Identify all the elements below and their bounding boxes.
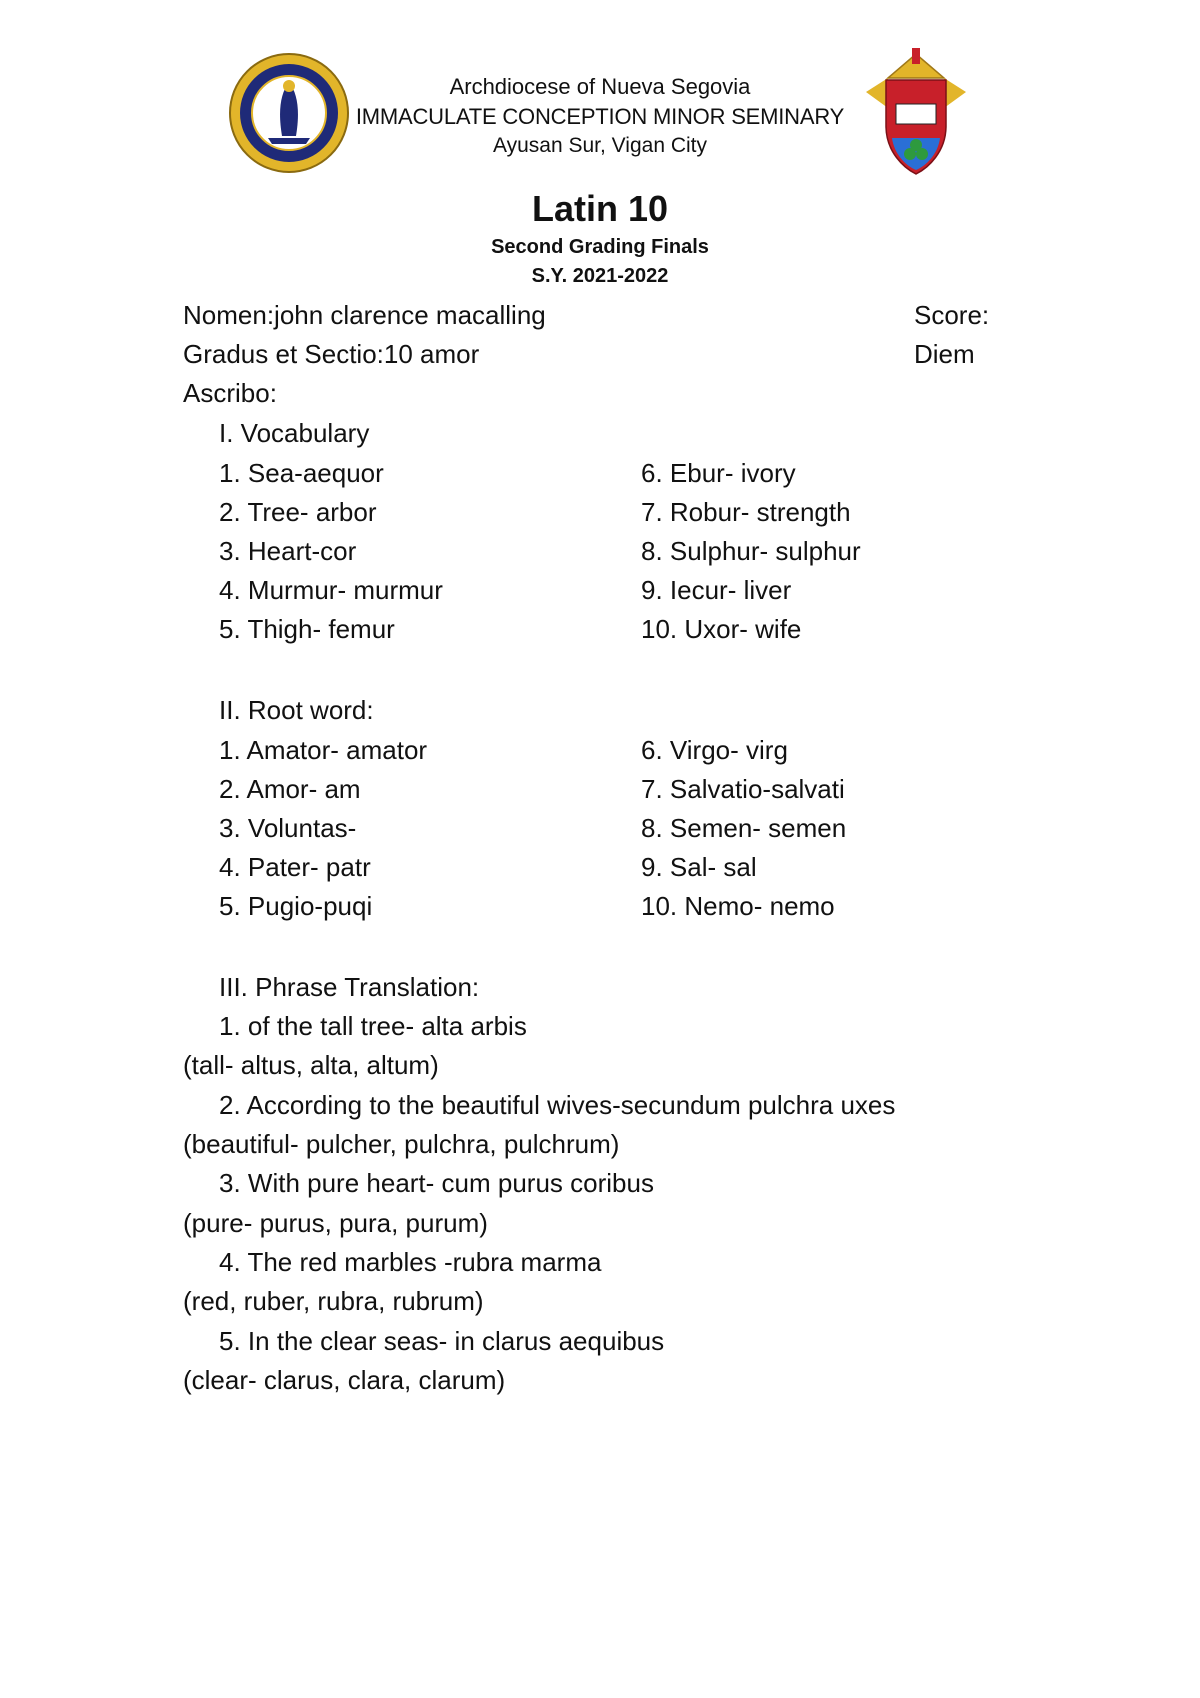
phrase-answer: 2. According to the beautiful wives-secundum pulchra uxes xyxy=(219,1090,896,1120)
phrase-answer: 4. The red marbles -rubra marma xyxy=(219,1247,602,1277)
root-word-item: 6. Virgo- virg xyxy=(641,735,788,765)
root-word-item: 4. Pater- patr xyxy=(219,852,371,882)
root-word-item: 9. Sal- sal xyxy=(641,852,757,882)
student-name: Nomen:john clarence macalling xyxy=(183,300,546,330)
phrase-note: (red, ruber, rubra, rubrum) xyxy=(183,1286,484,1316)
vocab-item: 9. Iecur- liver xyxy=(641,575,792,605)
vocab-item: 8. Sulphur- sulphur xyxy=(641,536,861,566)
vocab-item: 6. Ebur- ivory xyxy=(641,458,796,488)
root-word-item: 2. Amor- am xyxy=(219,774,361,804)
phrase-answer: 5. In the clear seas- in clarus aequibus xyxy=(219,1326,665,1356)
root-word-item: 3. Voluntas- xyxy=(219,813,357,843)
exam-subtitle: Second Grading Finals xyxy=(491,236,709,258)
phrase-note: (clear- clarus, clara, clarum) xyxy=(183,1365,506,1395)
root-word-heading: II. Root word: xyxy=(219,695,374,725)
school-name: IMMACULATE CONCEPTION MINOR SEMINARY xyxy=(355,104,845,129)
root-word-item: 8. Semen- semen xyxy=(641,813,847,843)
diocese-coat-of-arms-icon xyxy=(858,48,974,178)
root-word-item: 10. Nemo- nemo xyxy=(641,891,835,921)
vocab-item: 5. Thigh- femur xyxy=(219,614,395,644)
grade-section: Gradus et Sectio:10 amor xyxy=(183,339,480,369)
phrase-translation-heading: III. Phrase Translation: xyxy=(219,972,480,1002)
page-title: Latin 10 xyxy=(531,188,669,229)
phrase-note: (tall- altus, alta, altum) xyxy=(183,1050,439,1080)
vocab-item: 2. Tree- arbor xyxy=(219,497,377,527)
phrase-answer: 1. of the tall tree- alta arbis xyxy=(219,1011,527,1041)
archdiocese-name: Archdiocese of Nueva Segovia xyxy=(449,74,751,99)
root-word-item: 7. Salvatio-salvati xyxy=(641,774,845,804)
vocab-item: 10. Uxor- wife xyxy=(641,614,802,644)
score-label: Score: xyxy=(914,300,990,330)
vocabulary-heading: I. Vocabulary xyxy=(219,418,370,448)
root-word-item: 1. Amator- amator xyxy=(219,735,428,765)
root-word-item: 5. Pugio-puqi xyxy=(219,891,373,921)
date-label: Diem xyxy=(914,339,975,369)
phrase-answer: 3. With pure heart- cum purus coribus xyxy=(219,1168,654,1198)
vocab-item: 4. Murmur- murmur xyxy=(219,575,443,605)
school-address: Ayusan Sur, Vigan City xyxy=(492,134,708,157)
school-year: S.Y. 2021-2022 xyxy=(531,265,669,287)
vocab-item: 3. Heart-cor xyxy=(219,536,357,566)
vocab-item: 1. Sea-aequor xyxy=(219,458,384,488)
phrase-note: (beautiful- pulcher, pulchra, pulchrum) xyxy=(183,1129,620,1159)
ascribo-label: Ascribo: xyxy=(183,378,277,408)
vocab-item: 7. Robur- strength xyxy=(641,497,851,527)
phrase-note: (pure- purus, pura, purum) xyxy=(183,1208,488,1238)
